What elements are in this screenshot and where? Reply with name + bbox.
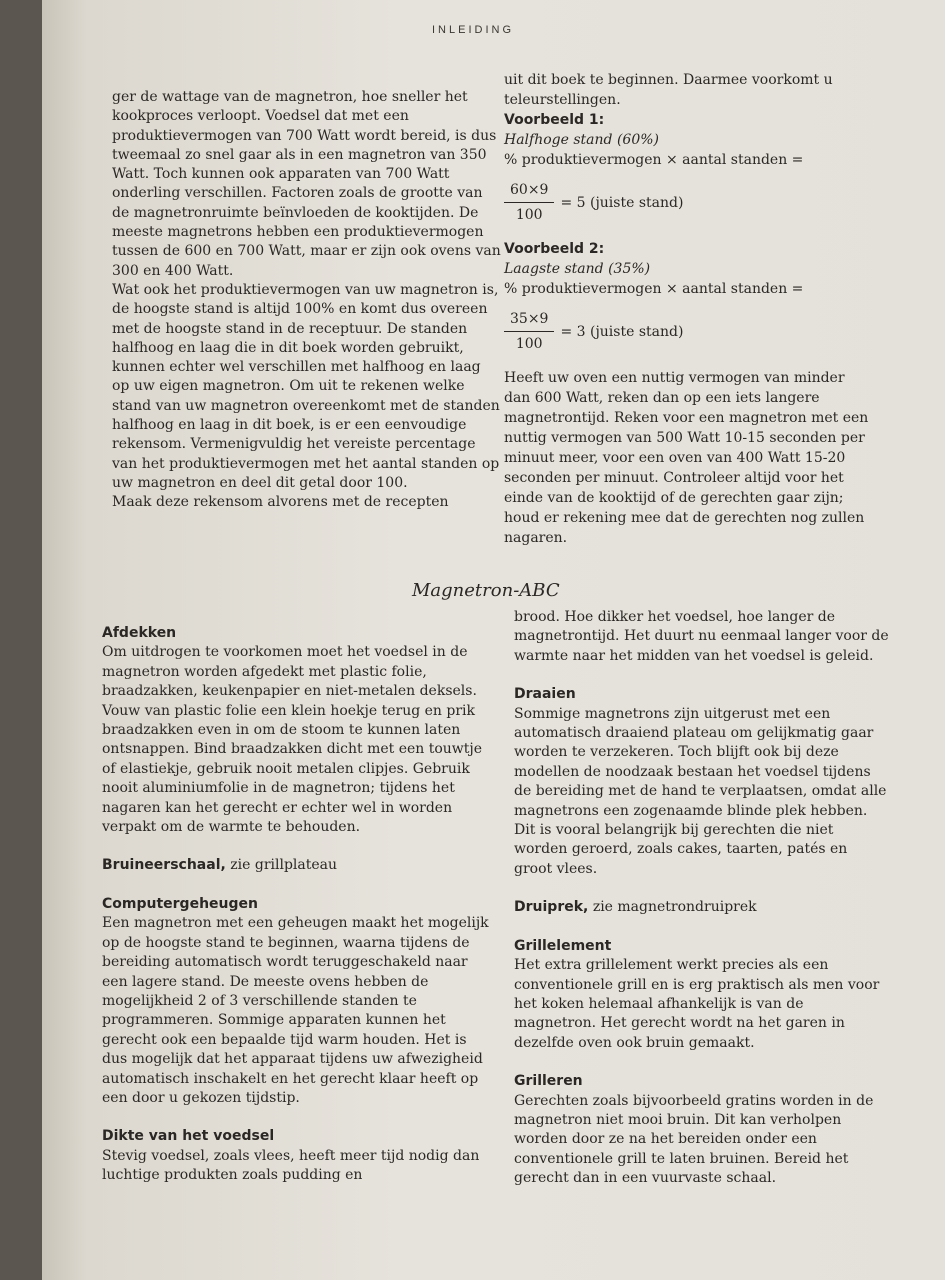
example-1 — [504, 110, 874, 225]
section-title: Magnetron-ABC — [412, 580, 560, 601]
glossary-entry — [102, 895, 492, 1108]
glossary-entry — [514, 898, 889, 917]
glossary-entry — [514, 937, 889, 1053]
example-subtitle: Laagste stand (35%) — [504, 261, 651, 277]
example-formula: % produktievermogen × aantal standen = — [504, 281, 804, 297]
fraction-result: = 5 (juiste stand) — [560, 194, 684, 211]
entry-separator: , — [220, 857, 226, 874]
entry-term: Afdekken — [102, 625, 177, 641]
fraction-denominator: 100 — [515, 207, 543, 223]
intro-column-right — [504, 70, 874, 548]
entry-text: Sommige magnetrons zijn uitgerust met een automatisch draaiend plateau om gelijkmatig gaar worden te verzekeren. Toch blijft ook bij deze modellen de noodzaak bestaan het voedsel tijdens de bereiding met de hand te verplaatsen, omdat alle magnetrons een zogenaamde blinde plek hebben. Dit is vooral belangrijk bij gerechten die niet worden geroerd, zoals cakes, taarten, patés en groot vlees. — [514, 705, 887, 877]
example-title: Voorbeeld 2: — [504, 241, 605, 257]
abc-column-left — [102, 624, 492, 1186]
entry-term: Druiprek — [514, 899, 584, 916]
entry-text: Om uitdrogen te voorkomen moet het voedsel in de magnetron worden afgedekt met plastic folie, braadzakken, keukenpapier en niet-metalen deksels. Vouw van plastic folie een klein hoekje terug en prik braadzakken even in om de stoom te kunnen laten ontsnappen. Bind braadzakken dicht met een touwtje of elastiekje, gebruik nooit metalen clipjes. Gebruik nooit aluminiumfolie in de magnetron; tijdens het nagaren kan het gerecht er echter wel in worden verpakt om de warmte te behouden. — [102, 644, 483, 836]
example-2 — [504, 239, 874, 354]
abc-column-right — [514, 608, 889, 1189]
entry-term: Bruineerschaal — [102, 857, 221, 874]
paragraph: Heeft uw oven een nuttig vermogen van minder dan 600 Watt, reken dan op een iets langere magnetrontijd. Reken voor een magnetron met een nuttig vermogen van 500 Watt 10-15 seconden per minuut meer, voor een oven van 400 Watt 15-20 seconden per minuut. Controleer altijd voor het einde van de kooktijd of de gerechten gaar zijn; houd er rekening mee dat de gerechten nog zullen nagaren. — [504, 370, 869, 546]
running-header: INLEIDING — [432, 24, 515, 36]
example-formula: % produktievermogen × aantal standen = — [504, 152, 804, 168]
book-page — [42, 0, 945, 1280]
paragraph: ger de wattage van de magnetron, hoe sneller het kookproces verloopt. Voedsel dat met een produktievermogen van 700 Watt wordt bereid, is dus tweemaal zo snel gaar als in een magnetron van 350 Watt. Toch kunnen ook apparaten van 700 Watt onderling verschillen. Factoren zoals de grootte van de magnetronruimte beïnvloeden de kooktijden. De meeste magnetrons hebben een produktievermogen tussen de 600 en 700 Watt, maar er zijn ook ovens van 300 en 400 Watt. — [112, 89, 501, 279]
paragraph: Maak deze rekensom alvorens met de recepten — [112, 494, 449, 511]
entry-term: Computergeheugen — [102, 895, 258, 912]
fraction-numerator: 60×9 — [504, 180, 554, 203]
entry-term: Grillelement — [514, 937, 612, 954]
entry-term: Draaien — [514, 686, 576, 703]
paragraph: uit dit boek te beginnen. Daarmee voorkomt u teleurstellingen. — [504, 72, 833, 108]
entry-text: zie grillplateau — [230, 857, 338, 874]
entry-text: Gerechten zoals bijvoorbeeld gratins worden in de magnetron niet mooi bruin. Dit kan verholpen worden door ze na het bereiden onder een conventionele grill te laten bruinen. Bereid het gerecht dan in een vuurvaste schaal. — [514, 1092, 874, 1187]
fraction-numerator: 35×9 — [504, 309, 554, 332]
intro-column-left — [112, 88, 502, 513]
fraction — [504, 309, 874, 354]
glossary-entry — [102, 856, 492, 875]
entry-separator: , — [583, 899, 589, 916]
glossary-entry — [102, 624, 492, 837]
paragraph: Wat ook het produktievermogen van uw magnetron is, de hoogste stand is altijd 100% en komt dus overeen met de hoogste stand in de receptuur. De standen halfhoog en laag die in dit boek worden gebruikt, kunnen echter wel verschillen met halfhoog en laag op uw eigen magnetron. Om uit te rekenen welke stand van uw magnetron overeenkomt met de standen halfhoog en laag in dit boek, is er een eenvoudige rekensom. Vermenigvuldig het vereiste percentage van het produktievermogen met het aantal standen op uw magnetron en deel dit getal door 100. — [112, 281, 500, 491]
example-title: Voorbeeld 1: — [504, 112, 605, 128]
fraction-result: = 3 (juiste stand) — [560, 323, 684, 340]
entry-term: Dikte van het voedsel — [102, 1128, 275, 1145]
entry-text: Stevig voedsel, zoals vlees, heeft meer tijd nodig dan luchtige produkten zoals pudding en — [102, 1147, 480, 1184]
glossary-entry — [514, 685, 889, 879]
entry-text: Een magnetron met een geheugen maakt het mogelijk op de hoogste stand te beginnen, waarna tijdens de bereiding automatisch wordt teruggeschakeld naar een lagere stand. De meeste ovens hebben de mogelijkheid 2 of 3 verschillende standen te programmeren. Sommige apparaten kunnen het gerecht ook een bepaalde tijd warm houden. Het is dus mogelijk dat het apparaat tijdens uw afwezigheid automatisch inschakelt en het gerecht klaar heeft op een door u gekozen tijdstip. — [102, 915, 489, 1106]
fraction-denominator: 100 — [515, 336, 543, 352]
entry-text: zie magnetrondruiprek — [592, 899, 757, 916]
entry-term: Grilleren — [514, 1073, 583, 1090]
paragraph: brood. Hoe dikker het voedsel, hoe langer de magnetrontijd. Het duurt nu eenmaal langer voor de warmte naar het midden van het voedsel is geleid. — [514, 609, 889, 664]
entry-text: Het extra grillelement werkt precies als een conventionele grill en is erg praktisch als men voor het koken helemaal afhankelijk is van de magnetron. Het gerecht wordt na het garen in dezelfde oven ook bruin gemaakt. — [514, 957, 880, 1051]
example-subtitle: Halfhoge stand (60%) — [504, 132, 659, 148]
glossary-entry — [102, 1127, 492, 1185]
fraction — [504, 180, 874, 225]
glossary-entry — [514, 1072, 889, 1188]
